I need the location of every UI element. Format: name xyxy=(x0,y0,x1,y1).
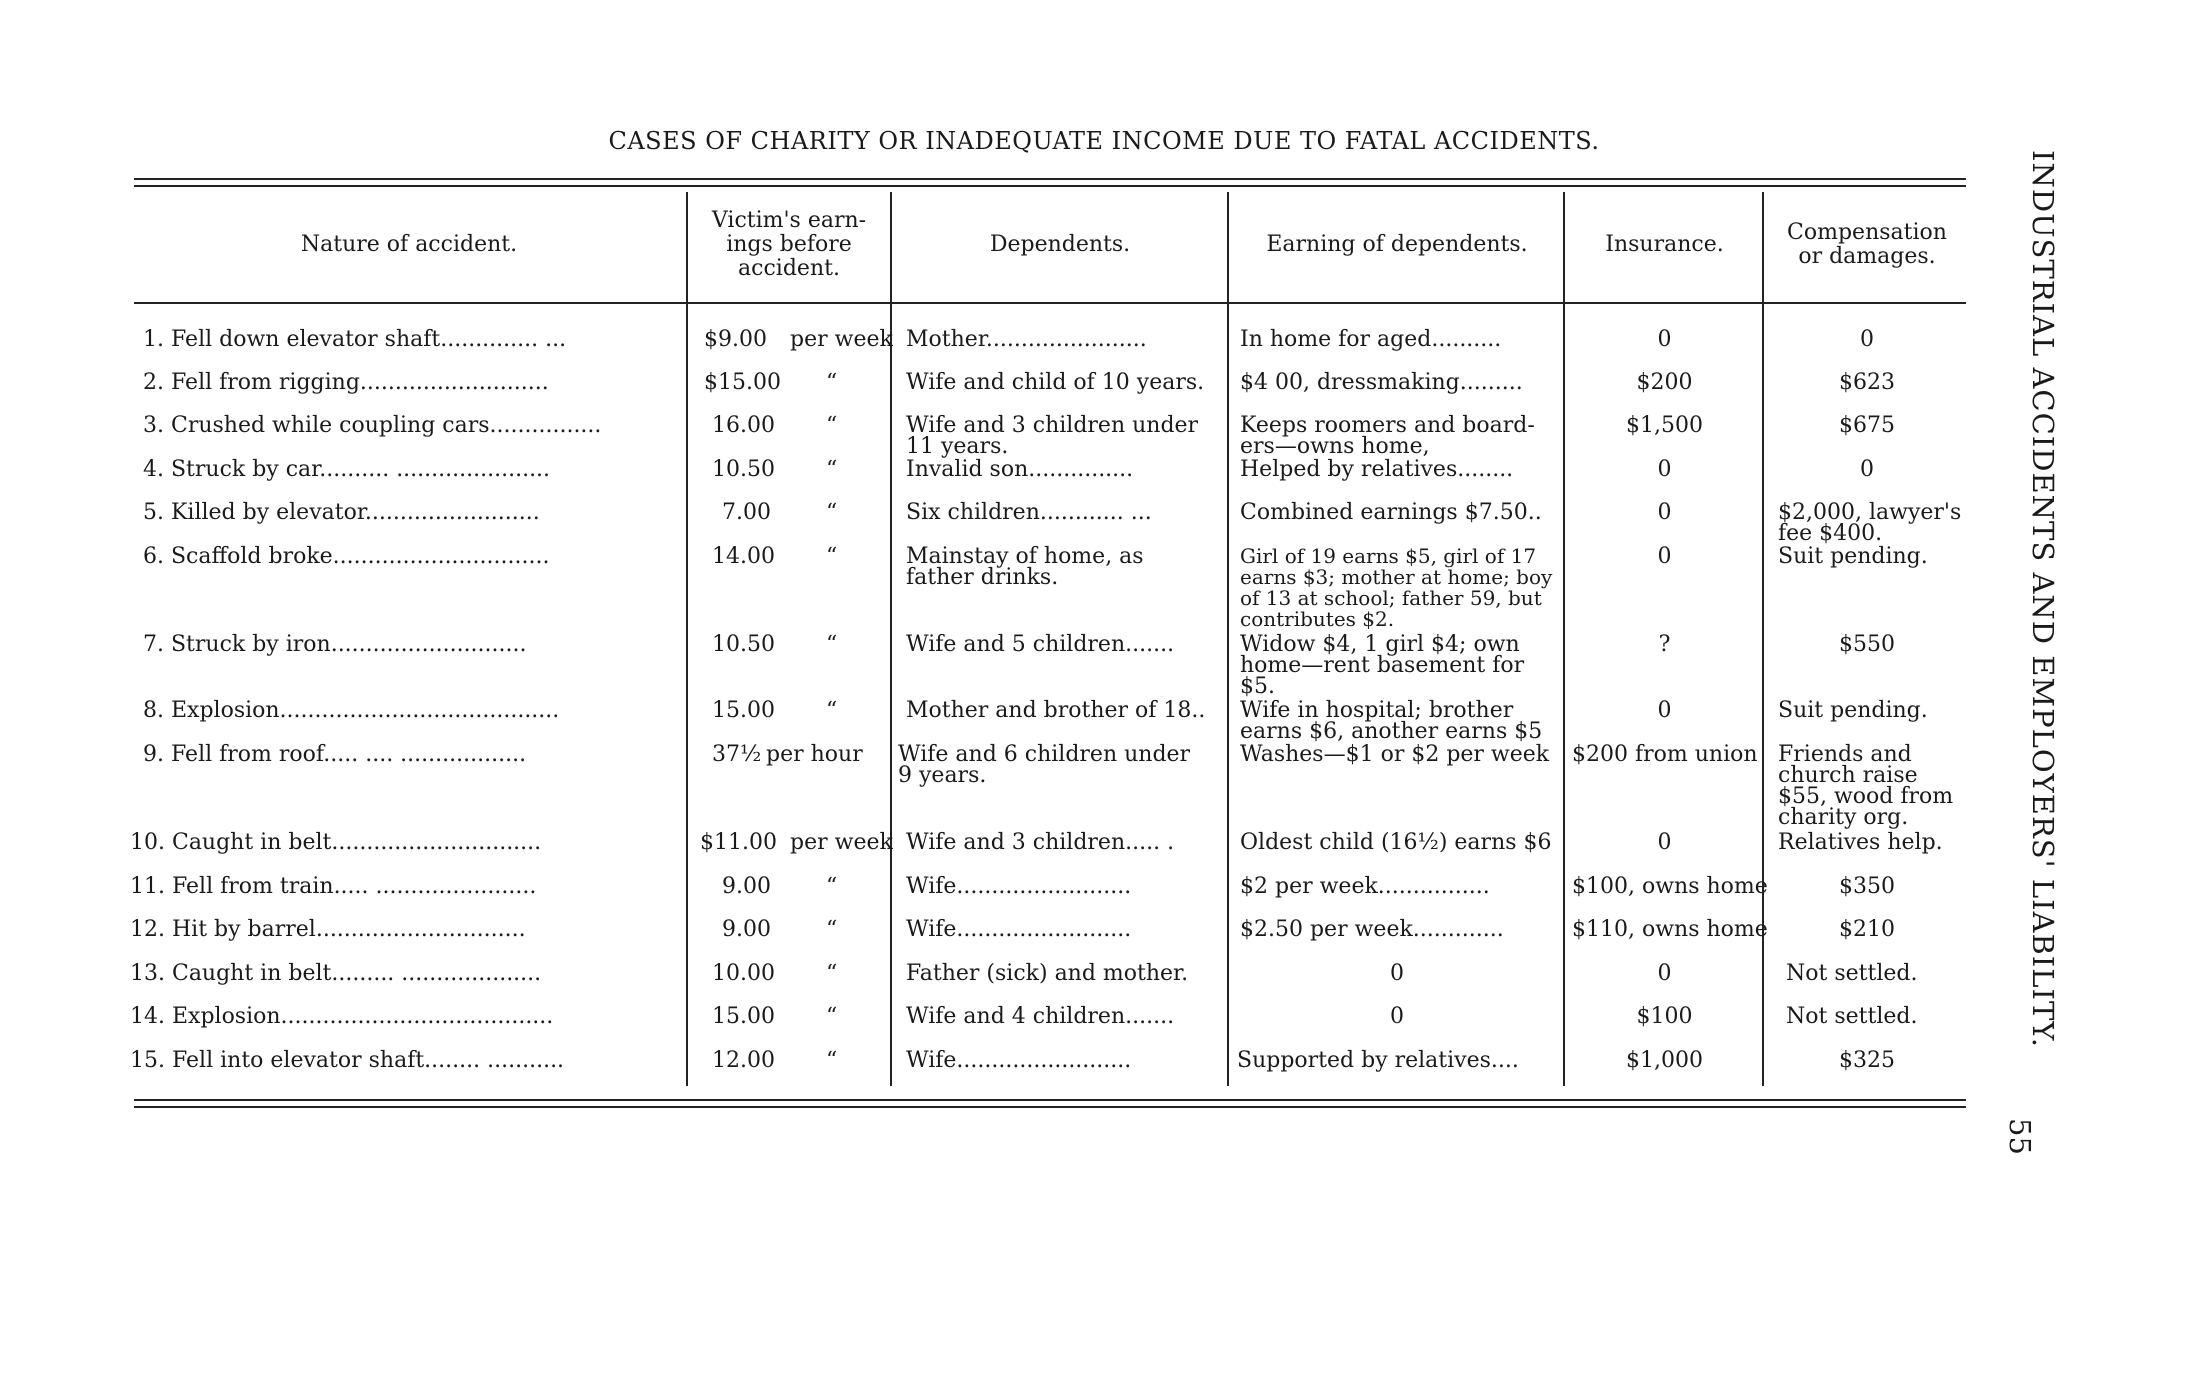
insurance: $110, owns home xyxy=(1572,917,1768,942)
wage-unit: “ xyxy=(826,500,838,525)
header-dependents: Dependents. xyxy=(989,232,1131,257)
dependents: Father (sick) and mother. xyxy=(906,961,1189,986)
dependents: Wife and 3 children..... . xyxy=(906,830,1175,855)
wage-unit: “ xyxy=(826,370,838,395)
nature-of-accident: 5. Killed by elevator......................... xyxy=(143,500,540,525)
compensation: Suit pending. xyxy=(1778,698,1928,723)
victim-wage: $11.00 xyxy=(700,830,777,855)
victim-wage: 10.50 xyxy=(712,457,775,482)
dependent-earnings: Washes—$1 or $2 per week xyxy=(1240,742,1550,767)
page-title: CASES OF CHARITY OR INADEQUATE INCOME DUE TO FATAL ACCIDENTS. xyxy=(608,127,1600,155)
victim-wage: 9.00 xyxy=(722,874,771,899)
bottom-double-rule-lower xyxy=(134,1106,1966,1108)
insurance: $100 xyxy=(1636,1004,1693,1029)
insurance: 0 xyxy=(1657,961,1672,986)
wage-unit: “ xyxy=(826,874,838,899)
compensation: 0 xyxy=(1860,457,1874,482)
compensation: Suit pending. xyxy=(1778,544,1928,569)
compensation: $623 xyxy=(1839,370,1895,395)
insurance: 0 xyxy=(1657,698,1672,723)
dependent-earnings: Keeps roomers and board- ers—owns home, xyxy=(1240,413,1535,459)
compensation: Relatives help. xyxy=(1778,830,1943,855)
dependent-earnings: $2.50 per week............. xyxy=(1240,917,1504,942)
compensation: 0 xyxy=(1860,327,1874,352)
nature-of-accident: 15. Fell into elevator shaft........ ........... xyxy=(130,1048,565,1073)
dependent-earnings: In home for aged.......... xyxy=(1240,327,1502,352)
dependent-earnings: Wife in hospital; brother earns $6, another earns $5 xyxy=(1240,698,1543,744)
dependent-earnings: $4 00, dressmaking......... xyxy=(1240,370,1523,395)
dependent-earnings: $2 per week................ xyxy=(1240,874,1490,899)
nature-of-accident: 7. Struck by iron............................ xyxy=(143,632,527,657)
victim-wage: $15.00 xyxy=(704,370,781,395)
dependents: Wife and 3 children under 11 years. xyxy=(906,413,1199,459)
nature-of-accident: 6. Scaffold broke............................... xyxy=(143,544,550,569)
dependent-earnings: Combined earnings $7.50.. xyxy=(1240,500,1542,525)
nature-of-accident: 1. Fell down elevator shaft.............. ... xyxy=(143,327,567,352)
header-bottom-rule xyxy=(134,302,1966,304)
victim-wage: 14.00 xyxy=(712,544,775,569)
dependent-earnings: Helped by relatives........ xyxy=(1240,457,1514,482)
dependents: Six children............ ... xyxy=(906,500,1152,525)
wage-unit: “ xyxy=(826,1004,838,1029)
wage-unit: per week xyxy=(790,830,893,855)
nature-of-accident: 14. Explosion....................................... xyxy=(130,1004,554,1029)
wage-unit: “ xyxy=(826,961,838,986)
nature-of-accident: 8. Explosion........................................ xyxy=(143,698,560,723)
compensation: $2,000, lawyer's fee $400. xyxy=(1778,500,1962,546)
dependents: Wife and 4 children....... xyxy=(906,1004,1175,1029)
insurance: 0 xyxy=(1657,457,1672,482)
nature-of-accident: 2. Fell from rigging........................... xyxy=(143,370,549,395)
compensation: $675 xyxy=(1839,413,1895,438)
top-double-rule-upper xyxy=(134,178,1966,180)
compensation: $325 xyxy=(1839,1048,1895,1073)
victim-wage: 10.00 xyxy=(712,961,775,986)
wage-unit: “ xyxy=(826,544,838,569)
nature-of-accident: 13. Caught in belt......... .................... xyxy=(130,961,542,986)
wage-unit: “ xyxy=(826,917,838,942)
victim-wage: 12.00 xyxy=(712,1048,775,1073)
column-divider xyxy=(1563,192,1565,1086)
header-nature-of-accident: Nature of accident. xyxy=(300,232,518,257)
nature-of-accident: 3. Crushed while coupling cars................ xyxy=(143,413,602,438)
dependents: Wife......................... xyxy=(906,1048,1132,1073)
wage-unit: “ xyxy=(826,457,838,482)
bottom-double-rule-upper xyxy=(134,1099,1966,1101)
victim-wage: $9.00 xyxy=(704,327,767,352)
compensation: $350 xyxy=(1839,874,1895,899)
compensation: Not settled. xyxy=(1786,1004,1918,1029)
insurance: $100, owns home xyxy=(1572,874,1768,899)
wage-unit: “ xyxy=(826,413,838,438)
wage-unit: per week xyxy=(790,327,893,352)
victim-wage: 15.00 xyxy=(712,698,775,723)
compensation: $550 xyxy=(1839,632,1895,657)
dependents: Wife......................... xyxy=(906,874,1132,899)
running-side-heading: INDUSTRIAL ACCIDENTS AND EMPLOYERS' LIABILITY. xyxy=(2026,150,2060,1048)
column-divider xyxy=(686,192,688,1086)
victim-wage: 16.00 xyxy=(712,413,775,438)
nature-of-accident: 10. Caught in belt.............................. xyxy=(130,830,542,855)
dependents: Mainstay of home, as father drinks. xyxy=(906,544,1144,590)
header-insurance: Insurance. xyxy=(1605,232,1724,257)
insurance: $200 xyxy=(1636,370,1693,395)
victim-wage: 10.50 xyxy=(712,632,775,657)
insurance: $200 from union xyxy=(1572,742,1758,767)
wage-unit: “ xyxy=(826,1048,838,1073)
victim-wage: 15.00 xyxy=(712,1004,775,1029)
compensation: Friends and church raise $55, wood from charity org. xyxy=(1778,742,1954,830)
column-divider xyxy=(1762,192,1764,1086)
nature-of-accident: 11. Fell from train..... ....................... xyxy=(130,874,537,899)
compensation: $210 xyxy=(1839,917,1895,942)
dependents: Wife......................... xyxy=(906,917,1132,942)
dependent-earnings: Girl of 19 earns $5, girl of 17 earns $3; mother at home; boy of 13 at school; father 59, but contributes $2. xyxy=(1240,544,1553,631)
dependents: Wife and 5 children....... xyxy=(906,632,1175,657)
page-number: 55 xyxy=(2003,1118,2037,1155)
dependents: Mother and brother of 18.. xyxy=(906,698,1206,723)
dependent-earnings: Oldest child (16½) earns $6 xyxy=(1240,830,1552,855)
insurance: ? xyxy=(1658,632,1671,657)
victim-wage: 7.00 xyxy=(722,500,771,525)
dependent-earnings: Supported by relatives.... xyxy=(1237,1048,1519,1073)
nature-of-accident: 4. Struck by car.......... ...................... xyxy=(143,457,551,482)
insurance: 0 xyxy=(1657,327,1672,352)
dependents: Wife and child of 10 years. xyxy=(906,370,1205,395)
wage-unit: “ xyxy=(826,632,838,657)
column-divider xyxy=(1227,192,1229,1086)
dependents: Wife and 6 children under 9 years. xyxy=(898,742,1191,788)
victim-wage: 37½ xyxy=(712,742,762,767)
dependents: Invalid son............... xyxy=(906,457,1134,482)
dependent-earnings: Widow $4, 1 girl $4; own home—rent basement for $5. xyxy=(1240,632,1525,699)
dependent-earnings: 0 xyxy=(1390,1004,1404,1029)
top-double-rule-lower xyxy=(134,185,1966,187)
header-victims-earnings: Victim's earn- ings before accident. xyxy=(711,208,867,281)
insurance: $1,000 xyxy=(1626,1048,1703,1073)
header-compensation: Compensation or damages. xyxy=(1787,220,1947,269)
insurance: $1,500 xyxy=(1626,413,1703,438)
insurance: 0 xyxy=(1657,544,1672,569)
wage-unit: per hour xyxy=(766,742,863,767)
insurance: 0 xyxy=(1657,500,1672,525)
dependents: Mother....................... xyxy=(906,327,1147,352)
dependent-earnings: 0 xyxy=(1390,961,1404,986)
insurance: 0 xyxy=(1657,830,1672,855)
wage-unit: “ xyxy=(826,698,838,723)
header-earning-of-dependents: Earning of dependents. xyxy=(1266,232,1528,257)
nature-of-accident: 12. Hit by barrel.............................. xyxy=(130,917,526,942)
nature-of-accident: 9. Fell from roof..... .... .................. xyxy=(143,742,527,767)
victim-wage: 9.00 xyxy=(722,917,771,942)
compensation: Not settled. xyxy=(1786,961,1918,986)
